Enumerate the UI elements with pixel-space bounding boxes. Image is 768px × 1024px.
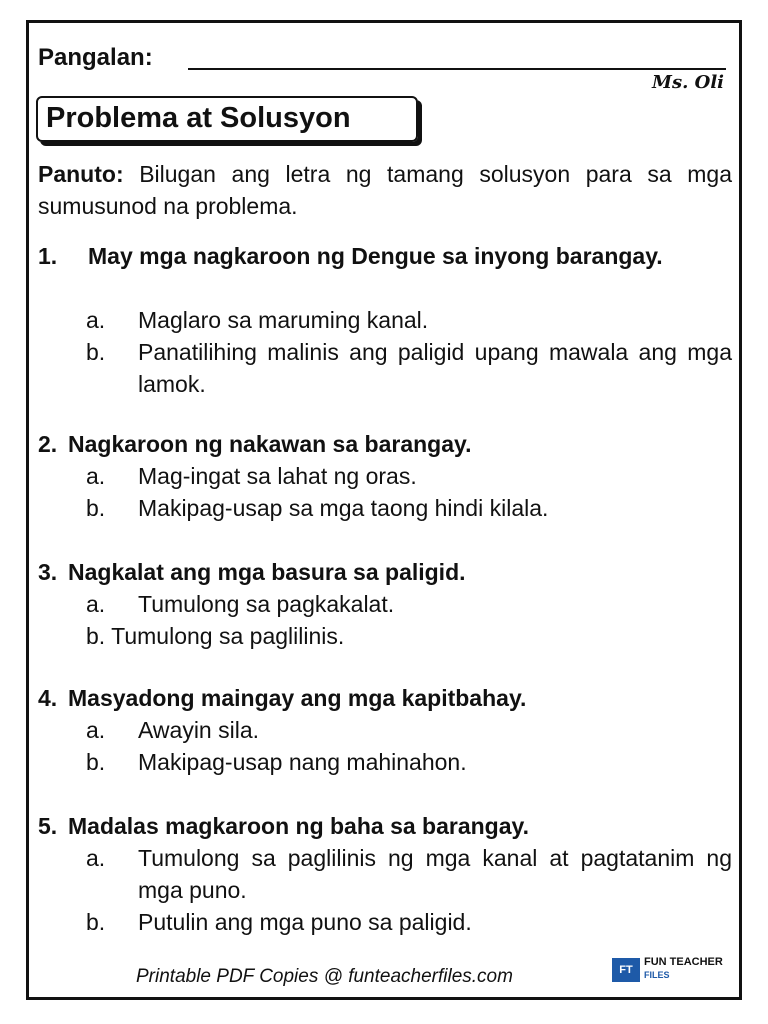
option-text: Mag-ingat sa lahat ng oras. [138,463,417,489]
question-text: Madalas magkaroon ng baha sa barangay. [68,813,529,839]
logo-line-1: FUN TEACHER [644,956,723,968]
instructions-text: Bilugan ang letra ng tamang solusyon para sa mga sumusunod na problema. [38,161,732,219]
worksheet-title: Problema at Solusyon [46,102,351,134]
footer-text: Printable PDF Copies @ funteacherfiles.com [136,966,513,987]
option-letter: b. [86,749,106,775]
question-number: 3. [38,559,58,585]
option-letter: b. [86,909,106,935]
instructions-label: Panuto: [38,161,124,187]
option-text: Maglaro sa maruming kanal. [138,307,429,333]
name-label: Pangalan: [38,44,153,71]
option-text: Awayin sila. [138,717,260,743]
question-number: 5. [38,813,58,839]
author-signature: Ms. Oli [652,72,724,93]
option-text: Tumulong sa pagkakalat. [138,591,395,617]
question-text: Nagkalat ang mga basura sa paligid. [68,559,466,585]
logo-mark-icon: FT [612,958,640,982]
option-letter: a. [86,307,106,333]
logo-line-2: FILES [644,970,670,980]
option-text: Makipag-usap sa mga taong hindi kilala. [138,495,549,521]
option-text: Panatilihing malinis ang paligid upang mawala ang mga lamok. [138,339,732,397]
question-number: 2. [38,431,58,457]
name-blank-line [188,68,726,70]
question-number: 4. [38,685,58,711]
option-text: Tumulong sa paglilinis ng mga kanal at pagtatanim ng mga puno. [138,845,732,903]
option-letter: b. [86,339,106,365]
option-letter: a. [86,591,106,617]
option-letter: a. [86,463,106,489]
option-letter: a. [86,845,106,871]
question-text: May mga nagkaroon ng Dengue sa inyong barangay. [88,243,663,269]
option-text: Putulin ang mga puno sa paligid. [138,909,472,935]
option-text: Makipag-usap nang mahinahon. [138,749,467,775]
question-text: Nagkaroon ng nakawan sa barangay. [68,431,472,457]
option-letter: b. [86,495,106,521]
fun-teacher-files-logo [612,956,732,986]
instructions [38,158,732,222]
question-number: 1. [38,243,58,269]
option-letter: a. [86,717,106,743]
option-text: b. Tumulong sa paglilinis. [86,623,345,649]
question-text: Masyadong maingay ang mga kapitbahay. [68,685,527,711]
